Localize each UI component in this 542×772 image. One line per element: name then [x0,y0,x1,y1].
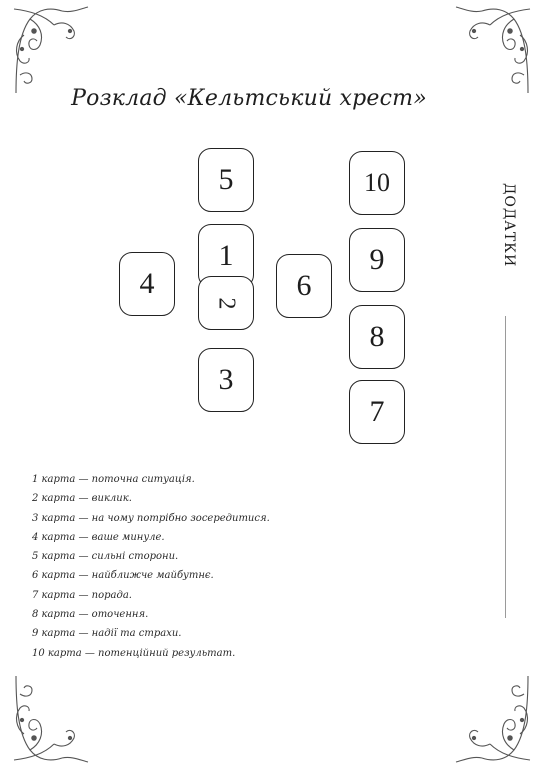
card-3 [198,348,254,412]
legend-item: 2 карта — виклик. [32,493,132,505]
card-number: 2 [213,297,240,309]
legend-item: 8 карта — оточення. [32,609,149,621]
section-side-label: ДОДАТКИ [501,183,517,268]
legend-item: 10 карта — потенційний результат. [32,647,236,659]
card-number: 4 [139,267,155,300]
floral-flourish-icon [454,5,534,95]
page-title: Розклад «Кельтський хрест» [71,86,427,111]
card-number: 8 [369,320,385,353]
card-8 [349,305,405,369]
card-4 [119,252,175,316]
card-5 [198,148,254,212]
legend-item: 7 карта — порада. [32,589,132,601]
card-number: 6 [296,269,312,302]
legend-item: 9 карта — надії та страхи. [32,628,182,640]
card-number: 5 [218,163,234,196]
card-7 [349,380,405,444]
legend-item: 6 карта — найближче майбутнє. [32,570,214,582]
card-number: 9 [369,243,385,276]
side-divider [505,316,506,618]
card-9 [349,228,405,292]
card-10 [349,151,405,215]
card-number: 7 [369,395,385,428]
floral-flourish-icon [10,674,90,764]
legend-item: 3 карта — на чому потрібно зосередитися. [32,512,270,524]
legend-item: 5 карта — сильні сторони. [32,551,179,563]
card-number: 3 [218,363,234,396]
card-number: 10 [364,168,390,197]
card-legend [32,474,270,667]
legend-item: 4 карта — ваше минуле. [32,531,165,543]
card-6 [276,254,332,318]
floral-flourish-icon [454,674,534,764]
floral-flourish-icon [10,5,90,95]
card-2-crossing [198,276,254,330]
legend-item: 1 карта — поточна ситуація. [32,474,195,485]
card-number: 1 [218,239,234,272]
